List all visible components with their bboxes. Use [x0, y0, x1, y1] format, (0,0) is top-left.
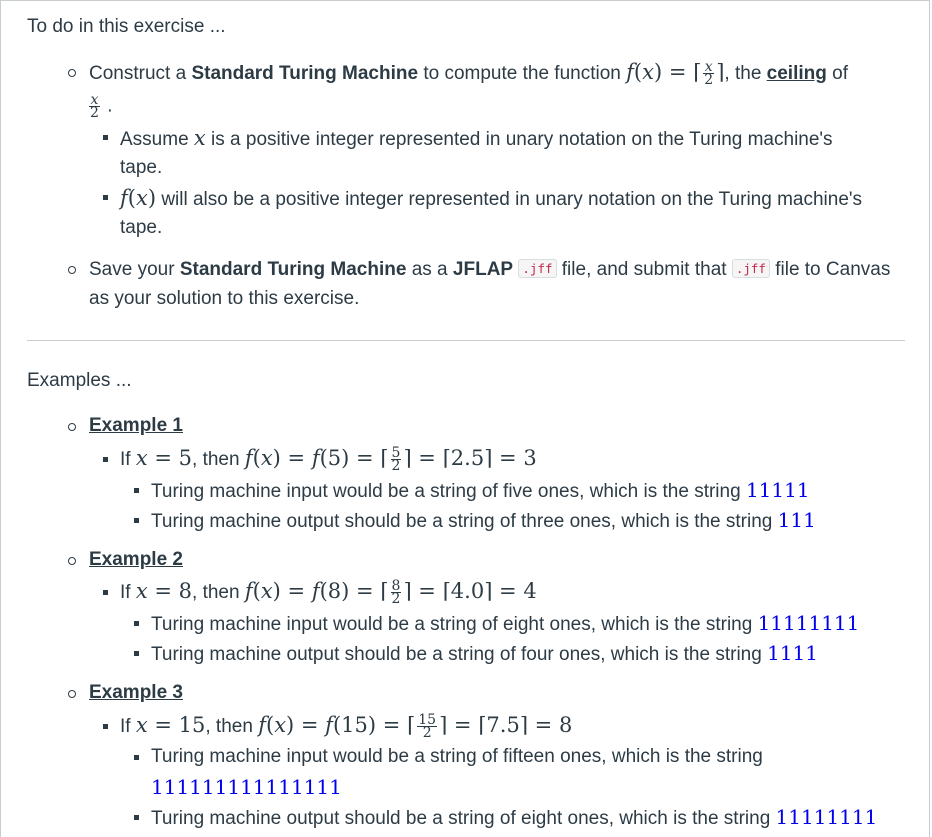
bullet-square [134, 518, 139, 523]
section-heading: To do in this exercise ... [27, 16, 226, 37]
bullet-square [134, 621, 139, 626]
task-save-wrap: as your solution to this exercise. [89, 288, 360, 309]
bullet-square [103, 195, 108, 200]
bullet-square [103, 457, 108, 462]
example-1-link[interactable]: Example 1 [89, 415, 183, 436]
example-3-formula: If x = 15, then f(x) = f(15) = ⌈ $\frac{15}{2}$ ⌉ = ⌈7.5⌉ = 8 [120, 712, 573, 741]
example-2-output: Turing machine output should be a string of four ones, which is the string 1111 [151, 641, 818, 665]
bullet-square [134, 755, 139, 760]
assume-text: Assume x is a positive integer represented in unary notation on the Turing machine's [120, 126, 833, 150]
task-construct: Construct a Standard Turing Machine to compute the function f(x) = ⌈ $\frac{x}{2}$ ⌉, the ceiling of [89, 59, 848, 88]
standard-turing-machine-label: Standard Turing Machine [191, 63, 419, 84]
output-string: 111 [777, 508, 816, 532]
example-1-output: Turing machine output should be a string of three ones, which is the string 111 [151, 508, 816, 532]
fx-text: f(x) will also be a positive integer represented in unary notation on the Turing machine's [120, 186, 863, 210]
bullet-circle [68, 423, 76, 431]
example-3-link[interactable]: Example 3 [89, 682, 183, 703]
examples-heading: Examples ... [27, 370, 132, 391]
example-2-input: Turing machine input would be a string of eight ones, which is the string 11111111 [151, 611, 860, 635]
output-string: 11111111 [775, 805, 878, 829]
fraction-wrap: $\frac{x}{2}$ . [90, 92, 113, 121]
bullet-square [103, 590, 108, 595]
task-save: Save your Standard Turing Machine as a JFLAP .jff file, and submit that .jff file to Canvas [89, 259, 891, 280]
bullet-square [134, 651, 139, 656]
example-2-formula: If x = 8, then f(x) = f(8) = ⌈ $\frac{8}{2}$ ⌉ = ⌈4.0⌉ = 4 [120, 578, 537, 607]
bullet-square [134, 488, 139, 493]
bullet-square [103, 724, 108, 729]
output-string: 1111 [767, 641, 818, 665]
bullet-square [134, 815, 139, 820]
input-string: 11111 [745, 478, 810, 502]
bullet-circle [68, 557, 76, 565]
function-formula: f(x) = ⌈ $\frac{x}{2}$ ⌉ [626, 59, 725, 88]
assume-wrap: tape. [120, 157, 163, 178]
example-1-input: Turing machine input would be a string of five ones, which is the string 11111 [151, 478, 810, 502]
example-3-output: Turing machine output should be a string of eight ones, which is the string 11111111 [151, 805, 878, 829]
bullet-circle [68, 69, 76, 77]
example-2-link[interactable]: Example 2 [89, 549, 183, 570]
bullet-circle [68, 266, 76, 274]
bullet-circle [68, 690, 76, 698]
input-string: 11111111 [757, 611, 860, 635]
input-string: 111111111111111 [151, 775, 342, 799]
jff-code: .jff [518, 259, 556, 278]
example-1-formula: If x = 5, then f(x) = f(5) = ⌈ $\frac{5}{2}$ ⌉ = ⌈2.5⌉ = 3 [120, 445, 537, 474]
ceiling-link[interactable]: ceiling [766, 63, 827, 84]
example-3-input-wrap [151, 775, 342, 801]
jff-code: .jff [732, 259, 770, 278]
divider [27, 340, 905, 341]
bullet-square [103, 135, 108, 140]
fx-wrap: tape. [120, 217, 163, 238]
example-3-input: Turing machine input would be a string of fifteen ones, which is the string [151, 746, 763, 767]
